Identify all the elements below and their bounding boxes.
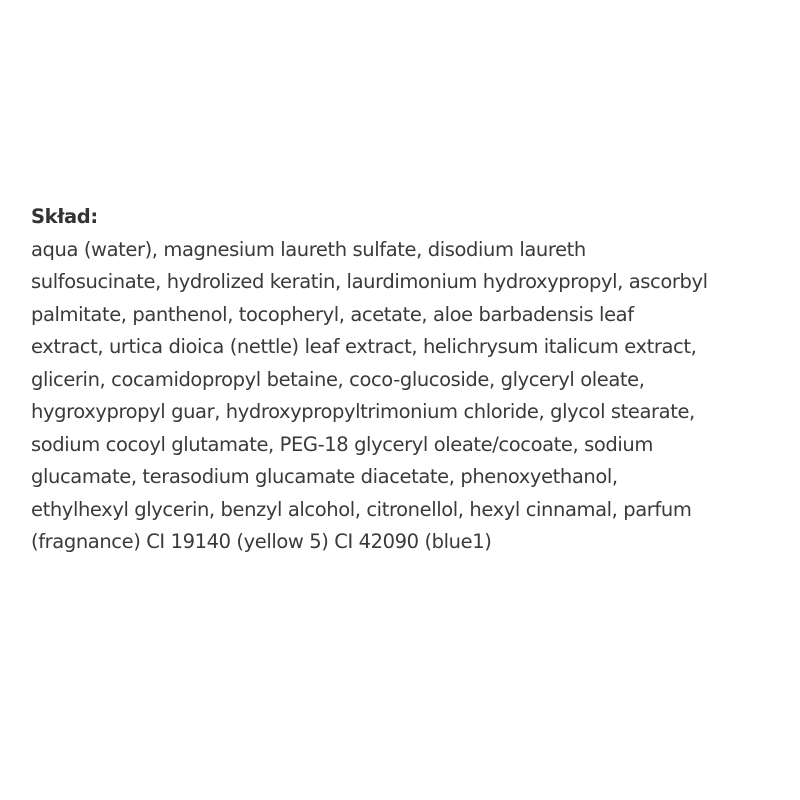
ingredients-line: palmitate, panthenol, tocopheryl, acetate, aloe barbadensis leaf <box>31 302 634 326</box>
ingredients-line: (fragnance) CI 19140 (yellow 5) CI 42090 (blue1) <box>31 530 492 553</box>
ingredients-line: hygroxypropyl guar, hydroxypropyltrimonium chloride, glycol stearate, <box>31 400 695 423</box>
ingredients-line: ethylhexyl glycerin, benzyl alcohol, citronellol, hexyl cinnamal, parfum <box>31 497 692 521</box>
ingredients-line: extract, urtica dioica (nettle) leaf extract, helichrysum italicum extract, <box>31 335 697 358</box>
ingredients-block <box>31 201 791 559</box>
ingredients-heading: Skład: <box>31 205 98 228</box>
ingredients-line: glicerin, cocamidopropyl betaine, coco-glucoside, glyceryl oleate, <box>31 367 645 391</box>
ingredients-line: sodium cocoyl glutamate, PEG-18 glyceryl oleate/cocoate, sodium <box>31 432 653 456</box>
ingredients-line: sulfosucinate, hydrolized keratin, laurdimonium hydroxypropyl, ascorbyl <box>31 270 708 293</box>
ingredients-line: aqua (water), magnesium laureth sulfate, disodium laureth <box>31 237 586 261</box>
ingredients-line: glucamate, terasodium glucamate diacetate, phenoxyethanol, <box>31 465 618 488</box>
